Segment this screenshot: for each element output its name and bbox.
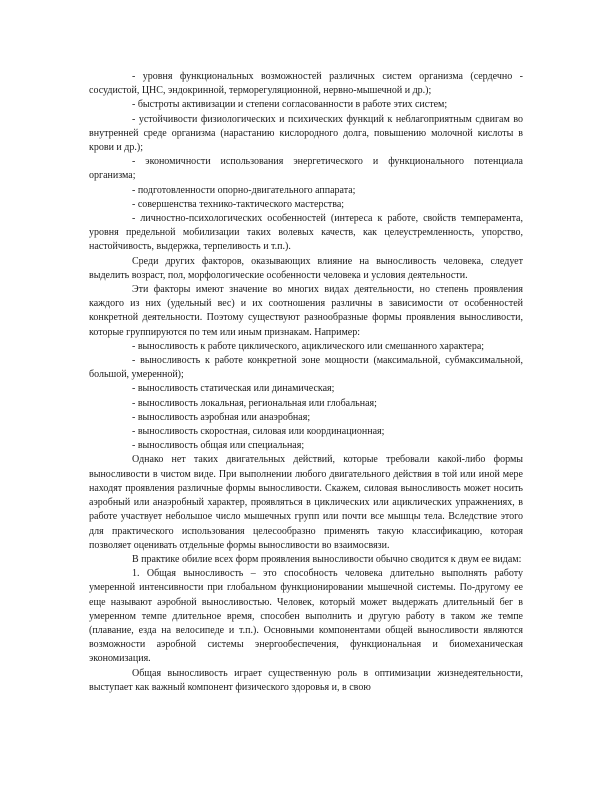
paragraph: Общая выносливость играет существенную роль в оптимизации жизнедеятельности, выступает как важный компонент физического здоровья и, в свою bbox=[89, 667, 523, 693]
list-item: - выносливость статическая или динамическая; bbox=[132, 383, 335, 395]
document-body bbox=[89, 70, 523, 695]
list-item: - выносливость скоростная, силовая или координационная; bbox=[132, 426, 385, 438]
list-item: - личностно-психологических особенностей (интереса к работе, свойств темперамента, уровня предельной мобилизации таких волевых качеств, как целеустремленность, упорство, настойчивость, выдержка, терпеливость и т.п.). bbox=[89, 213, 523, 253]
list-item: - выносливость локальная, региональная или глобальная; bbox=[132, 397, 377, 409]
list-item: - подготовленности опорно-двигательного аппарата; bbox=[132, 184, 356, 196]
list-item: - совершенства технико-тактического мастерства; bbox=[132, 198, 345, 210]
paragraph: Однако нет таких двигательных действий, которые требовали какой-либо формы выносливости в чистом виде. При выполнении любого двигательного действия в той или иной мере находят проявления различные формы выносливости. Скажем, силовая выносливость может носить аэробный или анаэробный характер, проявляться в циклических или ациклических упражнениях, в работе участвует небольшое число мышечных групп или почти все мышцы тела. Вследствие этого для практического использования целесообразно применять такую классификацию, которая позволяет оценивать отдельные формы выносливости во взаимосвязи. bbox=[89, 454, 523, 551]
paragraph: В практике обилие всех форм проявления выносливости обычно сводится к двум ее видам: bbox=[132, 553, 522, 565]
list-item: - выносливость аэробная или анаэробная; bbox=[132, 411, 311, 423]
list-item: - экономичности использования энергетического и функционального потенциала организма; bbox=[89, 156, 523, 182]
list-item: - выносливость общая или специальная; bbox=[132, 440, 305, 452]
list-item: - выносливость к работе циклического, ациклического или смешанного характера; bbox=[132, 340, 485, 352]
paragraph: Среди других факторов, оказывающих влияние на выносливость человека, следует выделить возраст, пол, морфологические особенности человека и условия деятельности. bbox=[89, 255, 523, 281]
list-item: - быстроты активизации и степени согласованности в работе этих систем; bbox=[132, 99, 448, 111]
list-item: - устойчивости физиологических и психических функций к неблагоприятным сдвигам во внутренней среде организма (нарастанию кислородного долга, повышению молочной кислоты в крови и др.); bbox=[89, 113, 523, 154]
paragraph: Эти факторы имеют значение во многих видах деятельности, но степень проявления каждого из них (удельный вес) и их соотношения различны в зависимости от особенностей конкретной деятельности. Поэтому существуют разнообразные формы проявления выносливости, которые группируются по тем или иным признакам. Например: bbox=[89, 284, 523, 338]
paragraph: 1. Общая выносливость – это способность человека длительно выполнять работу умеренной интенсивности при глобальном функционировании мышечной системы. По-другому ее еще называют аэробной выносливостью. Человек, который может выдержать длительный бег в умеренном темпе длительное время, способен выполнить и другую работу в таком же темпе (плавание, езда на велосипеде и т.п.). Основными компонентами общей выносливости являются возможности аэробной системы энергообеспечения, функциональная и биомеханическая экономизация. bbox=[89, 568, 523, 665]
list-item: - уровня функциональных возможностей различных систем организма (сердечно - сосудистой, ЦНС, эндокринной, терморегуляционной, нервно-мышечной и др.); bbox=[89, 71, 523, 97]
list-item: - выносливость к работе конкретной зоне мощности (максимальной, субмаксимальной, большой, умеренной); bbox=[89, 355, 523, 381]
